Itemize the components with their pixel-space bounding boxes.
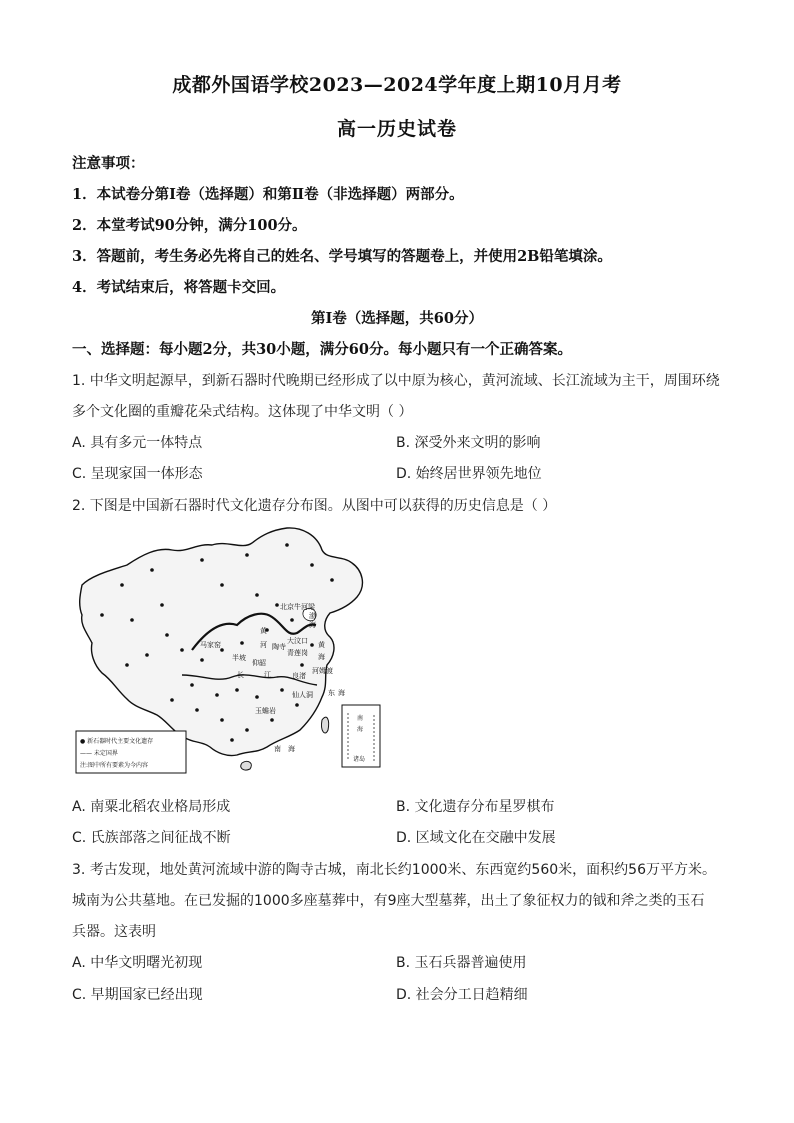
question-3-option-c: C. 早期国家已经出现	[72, 987, 203, 1003]
legend-note: 注:图中所有要素为今内容	[80, 762, 149, 769]
question-3-line: 3. 考古发现，地处黄河流域中游的陶寺古城，南北长约1000米、东西宽约560米，面积约56万平方米。	[72, 862, 716, 878]
question-2-option-b: B. 文化遗存分布星罗棋布	[396, 799, 555, 815]
map-label: 半坡	[232, 654, 246, 662]
question-2-option-c: C. 氏族部落之间征战不断	[72, 830, 231, 846]
map-label: 江	[264, 671, 271, 679]
section-instruction: 一、选择题：每小题2分，共30小题，满分60分。每小题只有一个正确答案。	[72, 341, 572, 358]
taiwan-shape	[322, 717, 329, 733]
question-3-option-b: B. 玉石兵器普遍使用	[396, 955, 527, 971]
inset-label: 诸岛	[353, 756, 366, 763]
question-1-option-b: B. 深受外来文明的影响	[396, 435, 541, 451]
map-label: 黄	[260, 627, 267, 635]
map-label: 马家窑	[200, 641, 221, 649]
note-item: 1．本试卷分第Ⅰ卷（选择题）和第Ⅱ卷（非选择题）两部分。	[72, 186, 464, 203]
inset-label: 南	[357, 715, 364, 722]
exam-subtitle: 高一历史试卷	[336, 118, 457, 140]
map-label: 渤	[309, 612, 316, 620]
note-item: 3．答题前，考生务必先将自己的姓名、学号填写的答题卷上，并使用2B铅笔填涂。	[72, 248, 612, 265]
map-label: 黄	[318, 641, 325, 649]
map-label: 海	[318, 653, 325, 661]
notes-heading: 注意事项：	[72, 155, 145, 172]
map-label: 陶寺	[272, 643, 286, 651]
map-label: 仙人洞	[292, 691, 313, 699]
map-label: 河姆渡	[312, 667, 333, 675]
question-3-line: 兵器。这表明	[72, 924, 156, 940]
question-1-line: 1. 中华文明起源早，到新石器时代晚期已经形成了以中原为核心，黄河流域、长江流域为主干，周围环绕	[72, 373, 720, 389]
question-3-option-d: D. 社会分工日趋精细	[396, 987, 528, 1003]
map-label: 海	[309, 621, 316, 629]
note-item: 4．考试结束后，将答题卡交回。	[72, 279, 286, 296]
map-label: 海	[288, 745, 295, 753]
map-label: 大汶口	[287, 637, 308, 645]
question-3-line: 城南为公共墓地。在已发掘的1000多座墓葬中，有9座大型墓葬，出土了象征权力的钺和斧之类的玉石	[72, 893, 705, 909]
map-label: 青莲岗	[287, 649, 308, 657]
legend-border: —— 未定国界	[80, 750, 118, 757]
neolithic-sites-map	[72, 525, 384, 777]
map-label: 东	[328, 689, 335, 697]
map-label: 海	[338, 689, 345, 697]
map-label: 牛河梁	[294, 603, 315, 611]
hainan-shape	[241, 761, 252, 770]
question-1-option-d: D. 始终居世界领先地位	[396, 466, 542, 482]
question-2-option-d: D. 区域文化在交融中发展	[396, 830, 556, 846]
map-label: 北京	[280, 603, 294, 611]
exam-title: 成都外国语学校2023—2024学年度上期10月月考	[172, 74, 622, 96]
question-1-option-a: A. 具有多元一体特点	[72, 435, 203, 451]
map-label: 良渚	[292, 672, 306, 680]
question-1-option-c: C. 呈现家国一体形态	[72, 466, 203, 482]
section-title: 第Ⅰ卷（选择题，共60分）	[311, 310, 483, 327]
question-2-option-a: A. 南粟北稻农业格局形成	[72, 799, 231, 815]
map-label: 河	[260, 641, 267, 649]
question-1-line: 多个文化圈的重瓣花朵式结构。这体现了中华文明（ ）	[72, 404, 413, 420]
question-3-option-a: A. 中华文明曙光初现	[72, 955, 203, 971]
note-item: 2．本堂考试90分钟，满分100分。	[72, 217, 307, 234]
map-label: 南	[274, 745, 281, 753]
map-label: 仰韶	[252, 659, 266, 667]
map-label: 长	[237, 671, 244, 679]
map-label: 玉蟾岩	[255, 707, 276, 715]
inset-label: 海	[357, 726, 364, 733]
question-2-line: 2. 下图是中国新石器时代文化遗存分布图。从图中可以获得的历史信息是（ ）	[72, 498, 557, 514]
legend-site: ● 新石器时代主要文化遗存	[80, 738, 154, 745]
